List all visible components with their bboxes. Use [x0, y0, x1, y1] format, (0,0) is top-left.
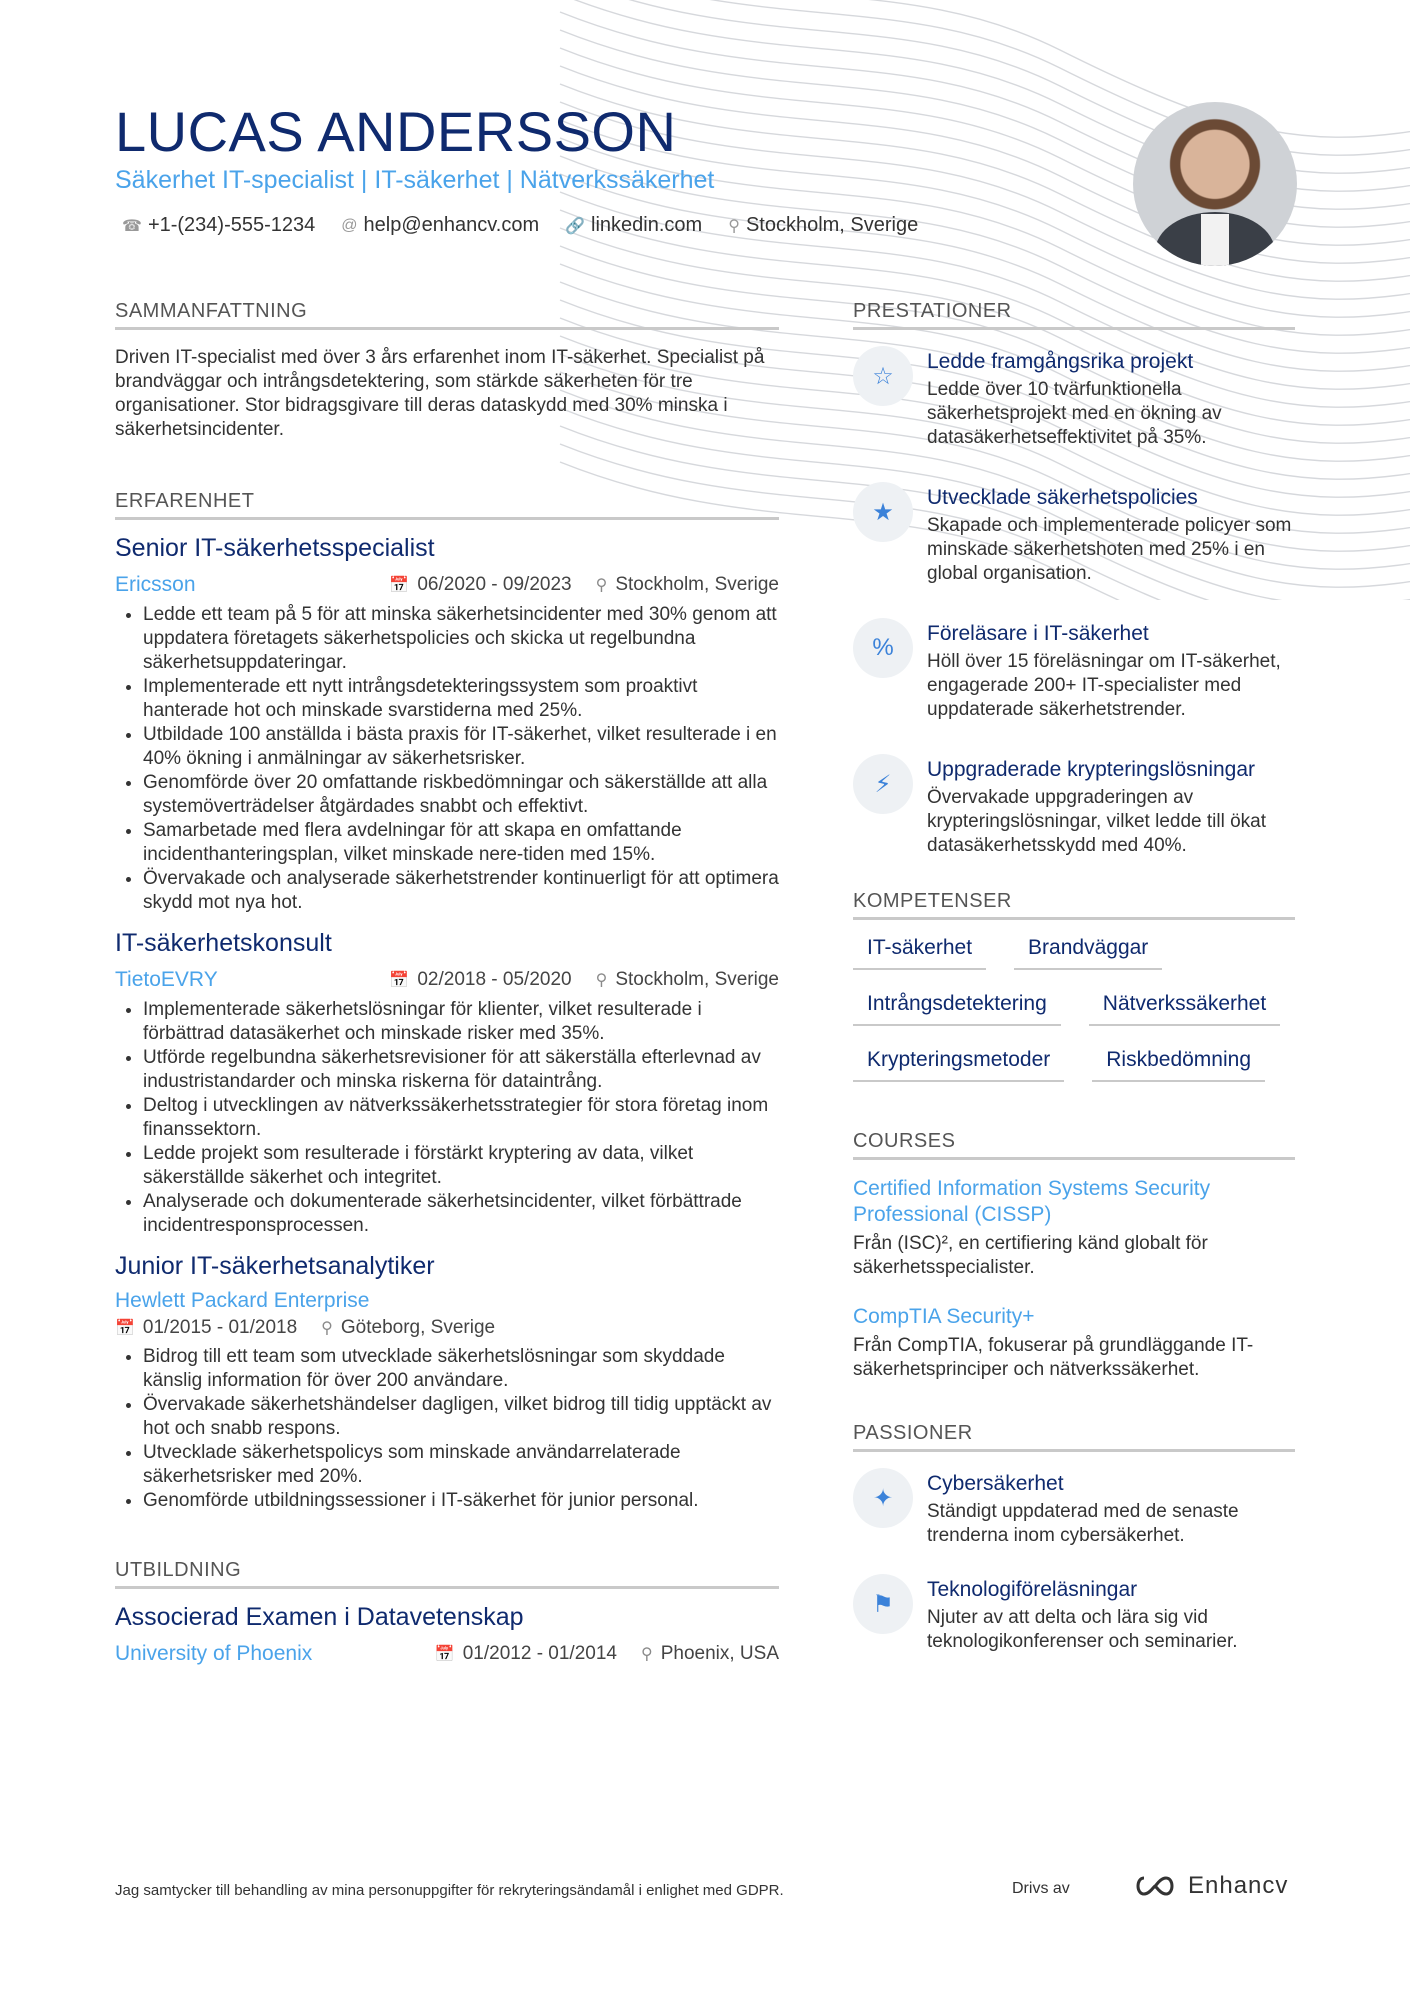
job-entry — [115, 534, 779, 915]
passion-title: Teknologiföreläsningar — [927, 1578, 1138, 1601]
skills-section — [853, 890, 1295, 1082]
passion-title: Cybersäkerhet — [927, 1472, 1064, 1495]
achievement-title: Föreläsare i IT-säkerhet — [927, 622, 1149, 645]
photo-shirt — [1201, 214, 1229, 266]
achievements-section — [853, 300, 1295, 858]
calendar-icon: 📅 — [389, 577, 410, 594]
achievement-item — [853, 482, 1295, 586]
at-icon: @ — [341, 216, 358, 234]
skill-tag: Krypteringsmetoder — [853, 1048, 1064, 1082]
job-location: ⚲ Göteborg, Sverige — [321, 1317, 496, 1338]
degree-title: Associerad Examen i Datavetenskap — [115, 1603, 524, 1631]
list-item: • Ledde projekt som resulterade i förstärkt kryptering av data, vilket säkerställde säkerhet och integritet. — [143, 1142, 779, 1190]
achievement-item — [853, 618, 1295, 722]
passion-item — [853, 1468, 1295, 1548]
achievement-desc: Ledde över 10 tvärfunktionella säkerhetsprojekt med en ökning av datasäkerhetseffektivitet på 35%. — [927, 379, 1222, 448]
link-icon: 🔗 — [565, 217, 586, 235]
list-item: • Övervakade säkerhetshändelser dagligen, vilket bidrog till tidig upptäckt av hot och snabb respons. — [143, 1393, 779, 1441]
list-item: • Ledde ett team på 5 för att minska säkerhetsincidenter med 30% genom att uppdatera företagets säkerhetspolicies och skicka ut regelbundna säkerhetsuppdateringar. — [143, 603, 779, 675]
list-item: • Deltog i utvecklingen av nätverkssäkerhetsstrategier för stora företag inom finanssektorn. — [143, 1094, 779, 1142]
contact-bar — [122, 214, 918, 237]
list-item: • Genomförde utbildningssessioner i IT-säkerhet för junior personal. — [143, 1489, 779, 1513]
job-title: Senior IT-säkerhetsspecialist — [115, 534, 435, 562]
contact-email[interactable]: @ help@enhancv.com — [341, 214, 540, 236]
achievement-desc: Höll över 15 föreläsningar om IT-säkerhet, engagerade 200+ IT-specialister med uppdaterade säkerhetstrender. — [927, 651, 1281, 720]
percent-icon: % — [853, 618, 913, 678]
phone-icon: ☎ — [122, 217, 142, 235]
contact-location: ⚲ Stockholm, Sverige — [728, 214, 919, 236]
achievement-title: Uppgraderade krypteringslösningar — [927, 758, 1256, 781]
candidate-subtitle: Säkerhet IT-specialist | IT-säkerhet | Nätverkssäkerhet — [115, 166, 715, 194]
lightning-icon: ⚡ — [853, 754, 913, 814]
job-title: Junior IT-säkerhetsanalytiker — [115, 1252, 435, 1280]
calendar-icon: 📅 — [434, 1646, 455, 1663]
job-location: ⚲ Stockholm, Sverige — [595, 574, 779, 595]
location-pin-icon: ⚲ — [595, 972, 608, 989]
list-item: • Samarbetade med flera avdelningar för att skapa en omfattande incidenthanteringsplan, vilket minskade nere-tiden med 15%. — [143, 819, 779, 867]
left-column — [115, 300, 779, 1666]
location-pin-icon: ⚲ — [640, 1646, 653, 1663]
calendar-icon: 📅 — [389, 972, 410, 989]
course-title: CompTIA Security+ — [853, 1305, 1035, 1328]
skill-tag: Intrångsdetektering — [853, 992, 1061, 1026]
passion-item — [853, 1574, 1295, 1654]
section-title: SAMMANFATTNING — [115, 300, 779, 330]
section-title: UTBILDNING — [115, 1559, 779, 1589]
magic-wand-icon: ✦ — [853, 1468, 913, 1528]
company-name: Ericsson — [115, 573, 196, 596]
summary-text: Driven IT-specialist med över 3 års erfarenhet inom IT-säkerhet. Specialist på brandväggar och intrångsdetektering, som stärkde säkerheten för tre organisationer. Stor bidragsgivare till deras dataskydd med 30% minska i säkerhetsincidenter. — [115, 347, 765, 440]
list-item: • Bidrog till ett team som utvecklade säkerhetslösningar som skyddade känslig information för över 200 användare. — [143, 1345, 779, 1393]
education-section — [115, 1559, 779, 1666]
skill-tag: Brandväggar — [1014, 936, 1162, 970]
brand-logo[interactable]: Enhancv — [1132, 1872, 1288, 1900]
list-item: • Implementerade säkerhetslösningar för klienter, vilket resulterade i förbättrad datasäkerhet och minskade risker med 35%. — [143, 998, 779, 1046]
star-outline-icon: ☆ — [853, 346, 913, 406]
list-item: • Utbildade 100 anställda i bästa praxis för IT-säkerhet, vilket resulterade i en 40% ökning i anmälningar av säkerhetsrisker. — [143, 723, 779, 771]
achievement-item — [853, 754, 1295, 858]
company-name: Hewlett Packard Enterprise — [115, 1289, 370, 1312]
achievement-desc: Skapade och implementerade policyer som minskade säkerhetshoten med 25% i en global organisation. — [927, 515, 1292, 584]
list-item: • Analyserade och dokumenterade säkerhetsincidenter, vilket förbättrade incidentresponsprocessen. — [143, 1190, 779, 1238]
right-column — [853, 300, 1295, 1686]
powered-by-label: Drivs av — [1012, 1880, 1070, 1897]
achievement-item — [853, 346, 1295, 450]
job-bullets — [115, 1345, 779, 1513]
school-name: University of Phoenix — [115, 1642, 313, 1665]
summary-section — [115, 300, 779, 442]
job-entry — [115, 929, 779, 1238]
section-title: ERFARENHET — [115, 490, 779, 520]
location-pin-icon: ⚲ — [595, 577, 608, 594]
passion-desc: Njuter av att delta och lära sig vid teknologikonferenser och seminarier. — [927, 1607, 1238, 1652]
job-dates: 📅 01/2015 - 01/2018 — [115, 1317, 298, 1338]
list-item: • Övervakade och analyserade säkerhetstrender kontinuerligt för att optimera skydd mot nya hot. — [143, 867, 779, 915]
passions-section — [853, 1422, 1295, 1654]
job-bullets — [115, 603, 779, 915]
section-title: KOMPETENSER — [853, 890, 1295, 920]
education-dates: 📅 01/2012 - 01/2014 — [434, 1643, 617, 1664]
location-pin-icon: ⚲ — [321, 1320, 333, 1337]
star-filled-icon: ★ — [853, 482, 913, 542]
flag-icon: ⚑ — [853, 1574, 913, 1634]
achievement-title: Utvecklade säkerhetspolicies — [927, 486, 1198, 509]
skill-tag: IT-säkerhet — [853, 936, 986, 970]
passion-desc: Ständigt uppdaterad med de senaste trenderna inom cybersäkerhet. — [927, 1501, 1239, 1546]
list-item: • Utvecklade säkerhetspolicys som minskade användarrelaterade säkerhetsrisker med 20%. — [143, 1441, 779, 1489]
course-desc: Från (ISC)², en certifiering känd globalt för säkerhetsspecialister. — [853, 1233, 1208, 1278]
job-entry — [115, 1252, 779, 1513]
candidate-name: LUCAS ANDERSSON — [115, 100, 677, 163]
gdpr-consent: Jag samtycker till behandling av mina personuppgifter för rekryteringsändamål i enlighet med GDPR. — [115, 1882, 784, 1899]
job-dates: 📅 06/2020 - 09/2023 — [389, 574, 572, 595]
skill-tag: Riskbedömning — [1092, 1048, 1265, 1082]
list-item: • Genomförde över 20 omfattande riskbedömningar och säkerställde att alla systemöverträdelser åtgärdades snabbt och effektivt. — [143, 771, 779, 819]
experience-section — [115, 490, 779, 1513]
job-dates: 📅 02/2018 - 05/2020 — [389, 969, 572, 990]
achievement-title: Ledde framgångsrika projekt — [927, 350, 1194, 373]
list-item: • Utförde regelbundna säkerhetsrevisioner för att säkerställa efterlevnad av industristandarder och minska riskerna för dataintrång. — [143, 1046, 779, 1094]
section-title: PRESTATIONER — [853, 300, 1295, 330]
courses-section — [853, 1130, 1295, 1382]
job-title: IT-säkerhetskonsult — [115, 929, 332, 957]
course-title: Certified Information Systems Security Professional (CISSP) — [853, 1177, 1211, 1226]
course-desc: Från CompTIA, fokuserar på grundläggande IT-säkerhetsprinciper och nätverkssäkerhet. — [853, 1335, 1254, 1380]
contact-linkedin[interactable]: 🔗 linkedin.com — [565, 214, 703, 236]
infinity-logo-icon — [1132, 1874, 1178, 1898]
company-name: TietoEVRY — [115, 968, 218, 991]
profile-photo — [1133, 102, 1297, 266]
achievement-desc: Övervakade uppgraderingen av krypteringslösningar, vilket ledde till ökat datasäkerhetsskydd med 40%. — [927, 787, 1267, 856]
section-title: COURSES — [853, 1130, 1295, 1160]
contact-phone: ☎ +1-(234)-555-1234 — [122, 214, 316, 236]
education-location: ⚲ Phoenix, USA — [640, 1643, 779, 1664]
skill-tag: Nätverkssäkerhet — [1089, 992, 1280, 1026]
section-title: PASSIONER — [853, 1422, 1295, 1452]
list-item: • Implementerade ett nytt intrångsdetekteringssystem som proaktivt hanterade hot och minskade svarstiderna med 25%. — [143, 675, 779, 723]
skills-list — [853, 936, 1295, 1082]
job-bullets — [115, 998, 779, 1238]
location-pin-icon: ⚲ — [728, 217, 740, 235]
calendar-icon: 📅 — [115, 1320, 135, 1337]
job-location: ⚲ Stockholm, Sverige — [595, 969, 779, 990]
